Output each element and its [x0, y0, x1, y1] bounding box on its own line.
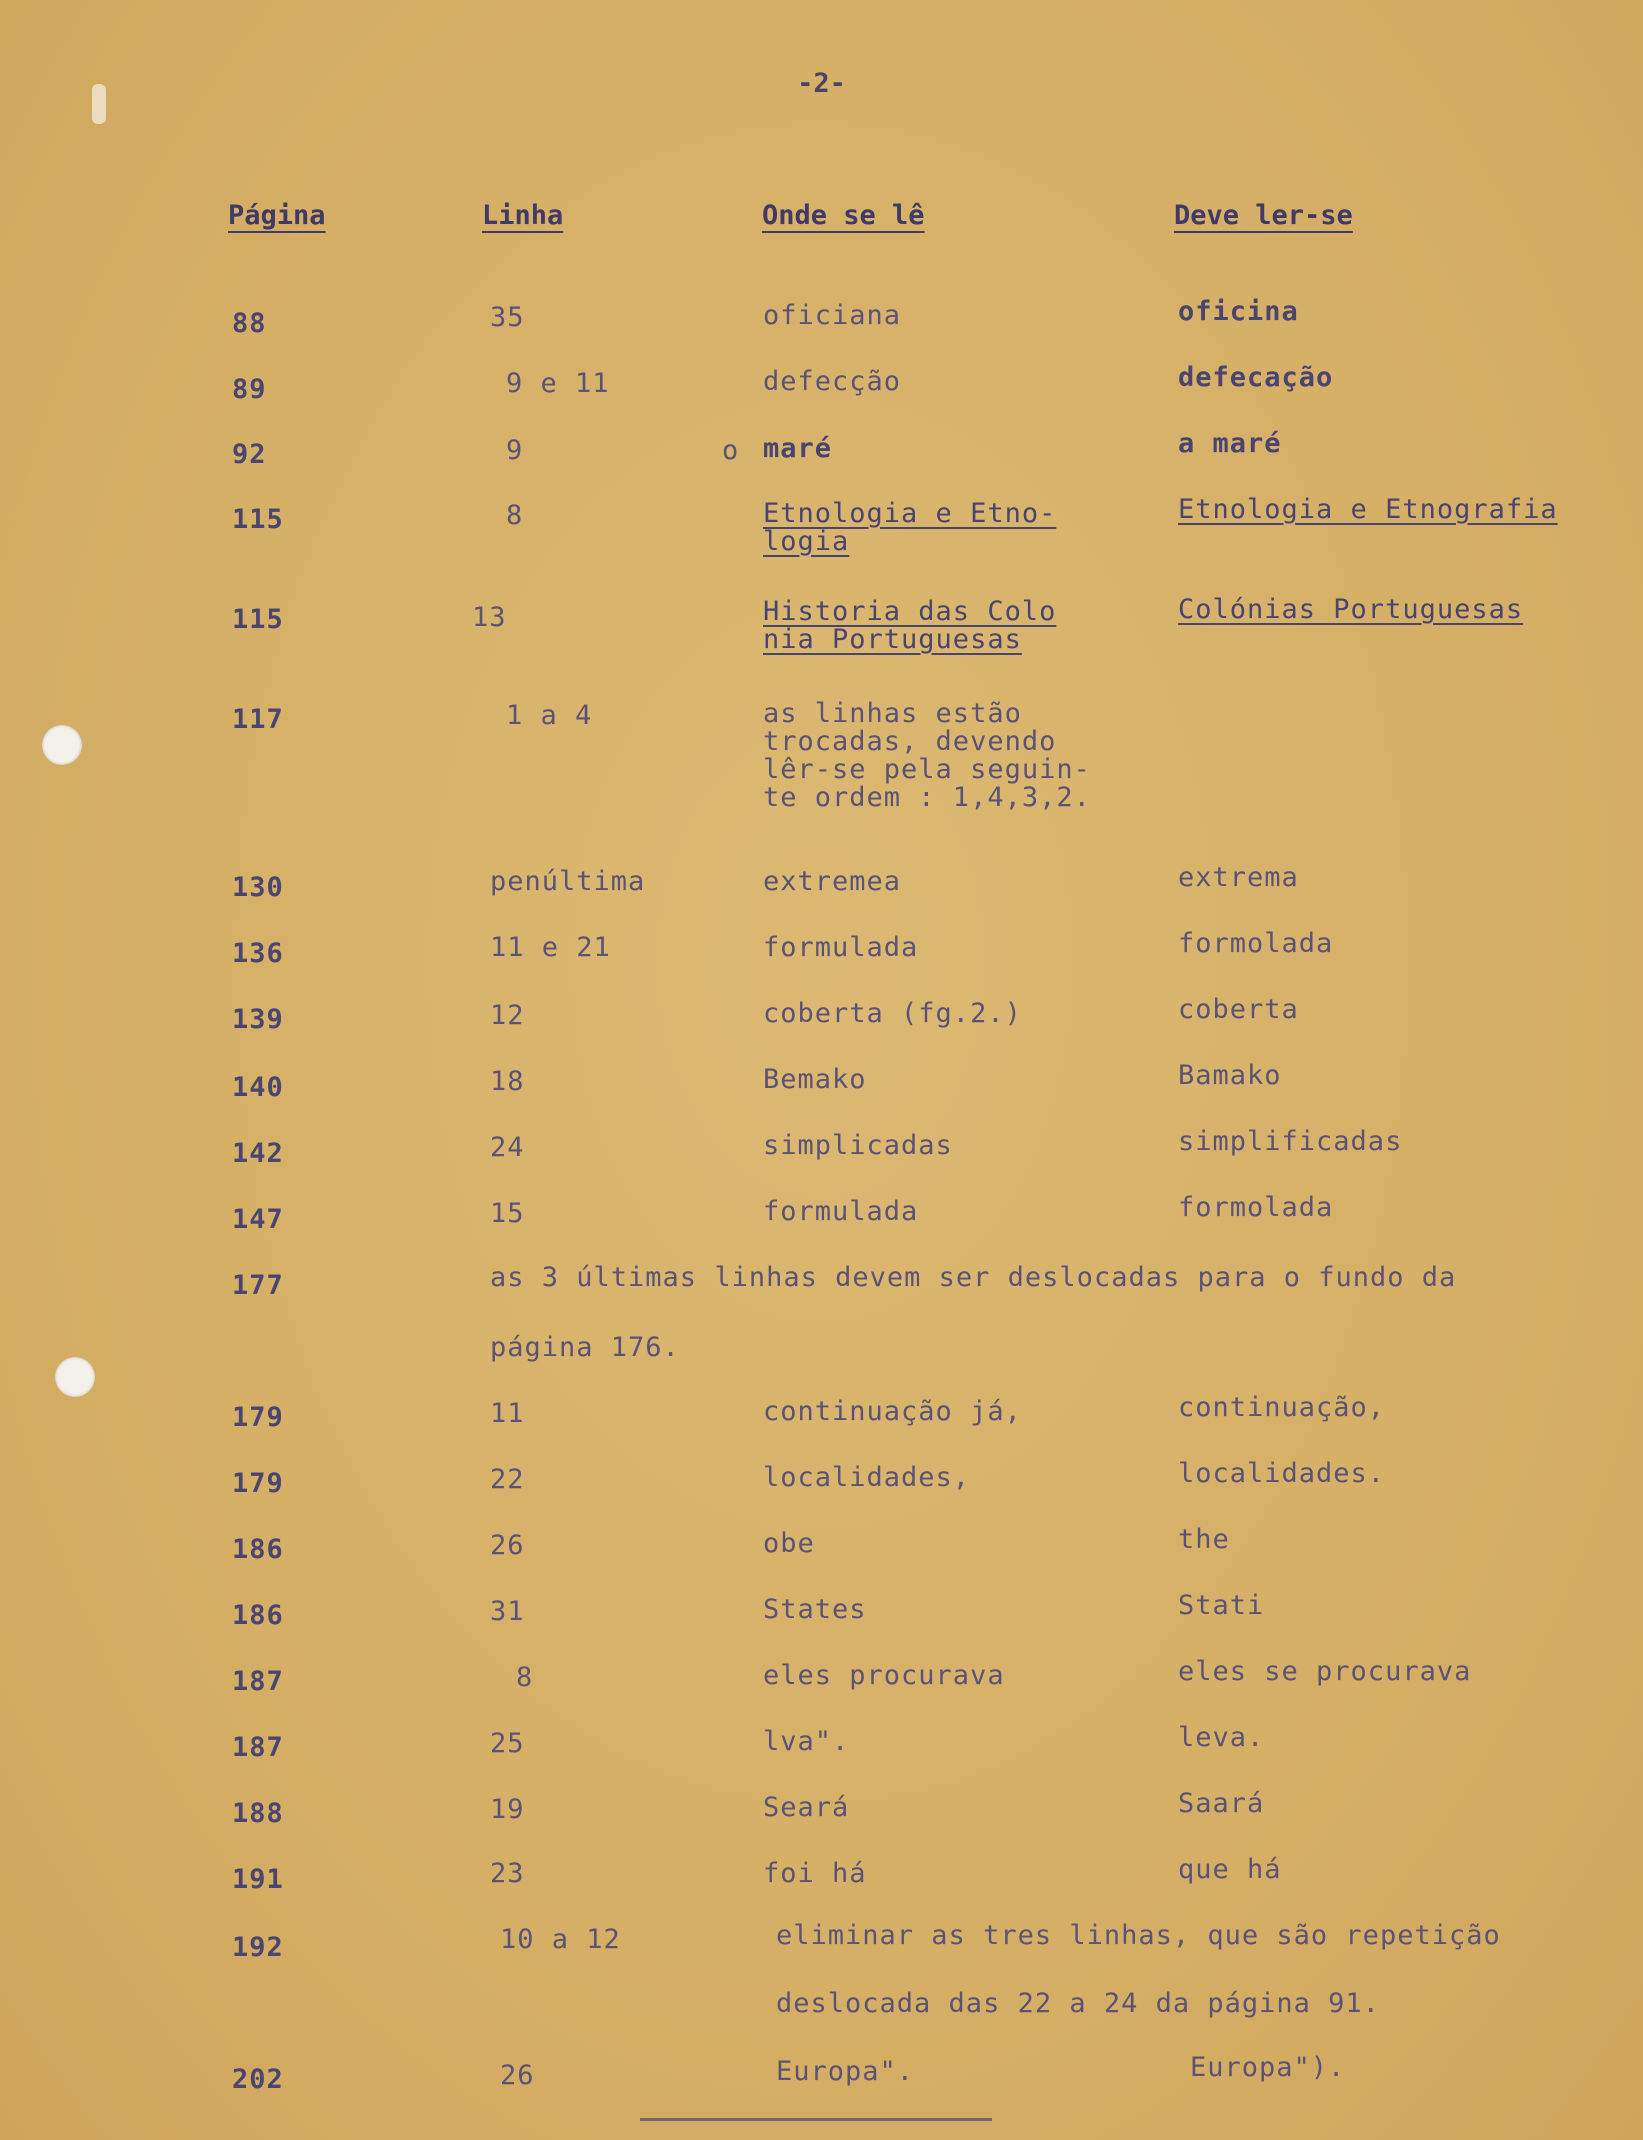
- row-deve-ler-se: a maré: [1178, 428, 1282, 459]
- row-pagina: 186: [232, 1600, 284, 1631]
- row-pagina: 187: [232, 1666, 284, 1697]
- row-linha: 35: [490, 302, 525, 333]
- row-onde-se-le: Bemako: [763, 1064, 867, 1095]
- row-onde-se-le: Etnologia e Etno- logia: [763, 498, 1057, 557]
- row-deve-ler-se: leva.: [1178, 1722, 1265, 1753]
- row-pagina: 147: [232, 1204, 284, 1235]
- row-note-line: deslocada das 22 a 24 da página 91.: [776, 1988, 1380, 2019]
- row-onde-se-le: Historia das Colo nia Portuguesas: [763, 596, 1057, 655]
- row-pagina: 115: [232, 604, 284, 635]
- row-linha: 26: [500, 2060, 535, 2091]
- header-pagina: Página: [228, 200, 326, 231]
- row-pagina: 186: [232, 1534, 284, 1565]
- row-linha: 15: [490, 1198, 525, 1229]
- row-linha: 24: [490, 1132, 525, 1163]
- row-linha: 8: [516, 1662, 534, 1693]
- row-onde-se-le: formulada: [763, 932, 919, 963]
- row-pagina: 177: [232, 1270, 284, 1301]
- row-onde-se-le: simplicadas: [763, 1130, 953, 1161]
- row-deve-ler-se: localidades.: [1178, 1458, 1386, 1489]
- row-onde-se-le: extremea: [763, 866, 902, 897]
- row-onde-se-le: Seará: [763, 1792, 850, 1823]
- row-deve-ler-se: the: [1178, 1524, 1230, 1555]
- row-linha: 25: [490, 1728, 525, 1759]
- row-deve-ler-se: Europa").: [1190, 2052, 1346, 2083]
- header-onde-se-le: Onde se lê: [762, 200, 925, 231]
- row-onde-se-le: Europa".: [776, 2056, 915, 2087]
- row-pagina: 192: [232, 1932, 284, 1963]
- row-deve-ler-se: formolada: [1178, 928, 1334, 959]
- row-pagina: 115: [232, 504, 284, 535]
- row-linha: 13: [472, 602, 507, 633]
- row-pagina: 117: [232, 704, 284, 735]
- row-deve-ler-se: Stati: [1178, 1590, 1265, 1621]
- row-pagina: 139: [232, 1004, 284, 1035]
- row-onde-se-le: formulada: [763, 1196, 919, 1227]
- row-pagina: 92: [232, 439, 267, 470]
- row-pagina: 136: [232, 938, 284, 969]
- row-pagina: 187: [232, 1732, 284, 1763]
- row-onde-se-le: as linhas estão trocadas, devendo lêr-se pela seguin- te ordem : 1,4,3,2.: [763, 698, 1091, 813]
- punch-hole: [55, 1357, 95, 1397]
- header-linha: Linha: [482, 200, 564, 231]
- row-pagina: 188: [232, 1798, 284, 1829]
- row-onde-se-le: foi há: [763, 1858, 867, 1889]
- row-linha: 8: [506, 500, 524, 531]
- row-pagina: 142: [232, 1138, 284, 1169]
- row-linha: 23: [490, 1858, 525, 1889]
- row-linha: 26: [490, 1530, 525, 1561]
- row-onde-se-le: eles procurava: [763, 1660, 1005, 1691]
- row-note-line: as 3 últimas linhas devem ser deslocadas para o fundo da: [490, 1262, 1457, 1293]
- row-onde-se-le: States: [763, 1594, 867, 1625]
- row-prefix: o: [722, 435, 739, 466]
- row-pagina: 88: [232, 308, 267, 339]
- row-linha: 31: [490, 1596, 525, 1627]
- row-pagina: 89: [232, 374, 267, 405]
- row-onde-se-le: localidades,: [763, 1462, 971, 1493]
- row-deve-ler-se: formolada: [1178, 1192, 1334, 1223]
- punch-hole: [42, 725, 82, 765]
- page-number: -2-: [797, 68, 846, 99]
- row-deve-ler-se: Colónias Portuguesas: [1178, 594, 1524, 625]
- row-linha: 12: [490, 1000, 525, 1031]
- row-linha: 9: [506, 435, 524, 466]
- row-linha: 19: [490, 1794, 525, 1825]
- row-deve-ler-se: coberta: [1178, 994, 1299, 1025]
- row-linha: 9 e 11: [506, 368, 610, 399]
- closing-rule: [640, 2118, 992, 2121]
- row-linha: 10 a 12: [500, 1924, 621, 1955]
- row-deve-ler-se: Etnologia e Etnografia: [1178, 494, 1558, 525]
- row-onde-se-le: oficiana: [763, 300, 902, 331]
- row-deve-ler-se: extrema: [1178, 862, 1299, 893]
- row-pagina: 179: [232, 1468, 284, 1499]
- row-deve-ler-se: Saará: [1178, 1788, 1265, 1819]
- row-linha: 11: [490, 1398, 525, 1429]
- header-deve-ler-se: Deve ler-se: [1174, 200, 1353, 231]
- row-pagina: 130: [232, 872, 284, 903]
- row-deve-ler-se: que há: [1178, 1854, 1282, 1885]
- row-pagina: 179: [232, 1402, 284, 1433]
- row-onde-se-le: lva".: [763, 1726, 850, 1757]
- row-pagina: 191: [232, 1864, 284, 1895]
- row-onde-se-le: maré: [763, 433, 833, 464]
- row-deve-ler-se: simplificadas: [1178, 1126, 1403, 1157]
- row-note-line: página 176.: [490, 1332, 680, 1363]
- row-deve-ler-se: defecação: [1178, 362, 1334, 393]
- row-deve-ler-se: eles se procurava: [1178, 1656, 1472, 1687]
- row-deve-ler-se: Bamako: [1178, 1060, 1282, 1091]
- row-pagina: 140: [232, 1072, 284, 1103]
- row-onde-se-le: obe: [763, 1528, 815, 1559]
- row-linha: 18: [490, 1066, 525, 1097]
- row-onde-se-le: defecção: [763, 366, 902, 397]
- row-linha: 22: [490, 1464, 525, 1495]
- row-note-line: eliminar as tres linhas, que são repetição: [776, 1920, 1501, 1951]
- row-deve-ler-se: oficina: [1178, 296, 1299, 327]
- row-linha: penúltima: [490, 866, 646, 897]
- row-pagina: 202: [232, 2064, 284, 2095]
- row-onde-se-le: coberta (fg.2.): [763, 998, 1022, 1029]
- row-linha: 1 a 4: [506, 700, 593, 731]
- row-onde-se-le: continuação já,: [763, 1396, 1022, 1427]
- row-linha: 11 e 21: [490, 932, 611, 963]
- row-deve-ler-se: continuação,: [1178, 1392, 1386, 1423]
